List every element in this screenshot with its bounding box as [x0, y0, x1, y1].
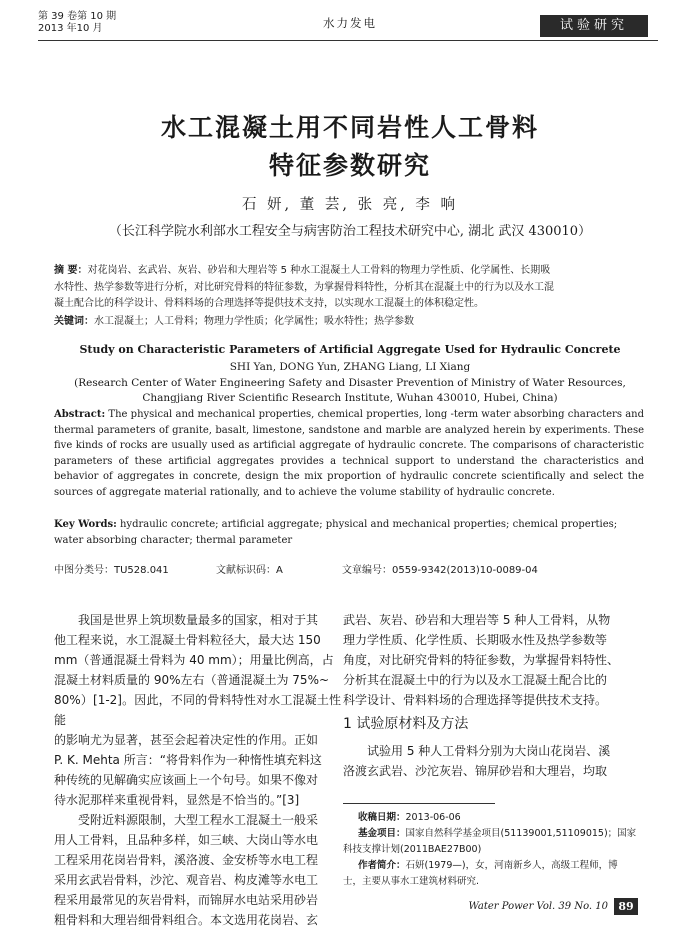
- english-keywords-text: hydraulic concrete; artificial aggregate; physical and mechanical properties; chemical properties; water absorbing character; thermal parameter: [54, 519, 618, 546]
- english-affiliation-1: (Research Center of Water Engineering Safety and Disaster Prevention of Ministry of Water Resources,: [74, 377, 626, 389]
- header-date: 2013 年10 月: [38, 23, 103, 34]
- section-1-text: [343, 741, 649, 781]
- footnote-received: [358, 810, 658, 826]
- english-abstract-label: Abstract:: [54, 409, 106, 420]
- header-issue-info: [38, 11, 116, 35]
- body-line: 用人工骨料，且品种多样，如三峡、大岗山等水电: [54, 833, 319, 847]
- footnote-fund-2: 科技支撑计划(2011BAE27B00): [343, 844, 482, 855]
- clc-number: 中图分类号：TU528.041: [54, 565, 169, 576]
- body-line: 程采用最常见的灰岩骨料，而锦屏水电站采用砂岩: [54, 893, 319, 907]
- body-line: 采用玄武岩骨料，沙沱、观音岩、构皮滩等水电工: [54, 873, 319, 887]
- body-line: 武岩、灰岩、砂岩和大理岩等 5 种人工骨料，从物: [343, 613, 611, 627]
- footnote-received-label: 收稿日期：: [358, 812, 406, 823]
- section-badge: 试验研究: [540, 15, 648, 37]
- footnote-author-label: 作者简介：: [358, 860, 406, 871]
- abstract-zh-text-1: 对花岗岩、玄武岩、灰岩、砂岩和大理岩等 5 种水工混凝土人工骨料的物理力学性质、化学属性、长期吸: [87, 265, 551, 276]
- header-volume-issue: 第 39 卷第 10 期: [38, 11, 117, 22]
- keywords-zh-text: 水工混凝土；人工骨料；物理力学性质；化学属性；吸水特性；热学参数: [94, 316, 414, 327]
- body-line: 洛渡玄武岩、沙沱灰岩、锦屏砂岩和大理岩，均取: [343, 764, 608, 778]
- body-line: 科学设计、骨料料场的合理选择等提供技术支持。: [343, 693, 608, 707]
- body-line: 混凝土材料质量的 90%左右（普通混凝土为 75%~: [54, 673, 330, 687]
- english-abstract-text: The physical and mechanical properties, chemical properties, long -term water absorbing characters and thermal parameters of granite, basalt, limestone, sandstone and marble are analyzed herein by experiments. These five kinds of rocks are usually used as artificial aggregate of hydraulic concrete. The comparisons of characteristic parameters of these artificial aggregates provides a technical support to understand the characteristics and behavior of aggregates in concrete, design the mix proportion of hydraulic concrete scientifically and select the sources of aggregate material rationally, and to achieve the volume stability of hydraulic concrete.: [54, 409, 644, 498]
- title-line-2: 特征参数研究: [268, 151, 431, 180]
- english-keywords: [54, 517, 644, 548]
- body-line: 受附近料源限制，大型工程水工混凝土一般采: [78, 813, 319, 827]
- title-line-1: 水工混凝土用不同岩性人工骨料: [160, 113, 539, 142]
- footnote-fund-label: 基金项目：: [358, 828, 406, 839]
- body-line: 试验用 5 种人工骨料分别为大岗山花岗岩、溪: [367, 744, 611, 758]
- body-line: 种传统的见解确实应该画上一个句号。如果不像对: [54, 773, 319, 787]
- authors-zh: 石 妍, 董 芸, 张 亮, 李 响: [241, 197, 459, 213]
- footnote-author-text-1: 石妍(1979—)，女，河南新乡人，高级工程师，博: [405, 860, 618, 871]
- footnote-received-date: 2013-06-06: [405, 812, 461, 823]
- header-journal-name: 水力发电: [323, 16, 377, 30]
- abstract-zh-line-2: 水特性、热学参数等进行分析，对比研究骨料的特征参数，为掌握骨料特性，分析其在混凝土中的行为以及水工混: [54, 281, 554, 293]
- body-line: 工程采用花岗岩骨料，溪洛渡、金安桥等水电工程: [54, 853, 319, 867]
- body-line: 他工程来说，水工混凝土骨料粒径大，最大达 150: [54, 633, 321, 647]
- english-abstract: [54, 407, 644, 500]
- footnote-fund-1: [358, 826, 658, 842]
- body-line: 理力学性质、化学性质、长期吸水性及热学参数等: [343, 633, 608, 647]
- keywords-zh-label: 关键词：: [54, 316, 94, 327]
- footnote-rule: [343, 803, 495, 804]
- document-code: 文献标识码：A: [216, 565, 283, 576]
- footnote-fund-text-1: 国家自然科学基金项目(51139001,51109015)；国家: [405, 828, 637, 839]
- english-authors: SHI Yan, DONG Yun, ZHANG Liang, LI Xiang: [229, 361, 471, 373]
- body-line: 分析其在混凝土中的行为以及水工混凝土配合比的: [343, 673, 608, 687]
- abstract-zh-line-1: [54, 263, 644, 280]
- body-line: 80%）[1-2]。因此，不同的骨料特性对水工混凝土性能: [54, 693, 341, 727]
- body-line: 待水泥那样来重视骨料，显然是不恰当的。”[3]: [54, 793, 300, 807]
- english-keywords-label: Key Words:: [54, 519, 117, 530]
- keywords-zh: [54, 314, 644, 331]
- abstract-zh-line-3: 凝土配合比的科学设计、骨料料场的合理选择等提供技术支持，以实现水工混凝土的体积稳定性。: [54, 298, 484, 309]
- body-line: 我国是世界上筑坝数量最多的国家，相对于其: [78, 613, 319, 627]
- footnote-author-2: 士，主要从事水工建筑材料研究.: [343, 876, 480, 887]
- affiliation-zh: （长江科学院水利部水工程安全与病害防治工程技术研究中心, 湖北 武汉 430010）: [108, 224, 592, 239]
- footnote-author-1: [358, 858, 658, 874]
- body-right-column: [343, 610, 649, 710]
- body-line: 角度，对比研究骨料的特征参数，为掌握骨料特性、: [343, 653, 620, 667]
- english-title: Study on Characteristic Parameters of Artificial Aggregate Used for Hydraulic Concrete: [79, 343, 621, 356]
- article-number: 文章编号：0559-9342(2013)10-0089-04: [342, 565, 538, 576]
- abstract-zh-label: 摘 要：: [54, 265, 88, 276]
- footer-journal-info: Water Power Vol. 39 No. 10: [468, 901, 608, 912]
- english-affiliation-2: Changjiang River Scientific Research Institute, Wuhan 430010, Hubei, China): [142, 392, 558, 404]
- page-number: 89: [614, 898, 638, 915]
- header-rule: [38, 40, 658, 41]
- body-line: P. K. Mehta 所言：“将骨料作为一种惰性填充料这: [54, 753, 322, 767]
- body-left-column: [54, 610, 341, 930]
- body-line: 的影响尤为显著，甚至会起着决定性的作用。正如: [54, 733, 319, 747]
- body-line: mm（普通混凝土骨料为 40 mm）；用量比例高，占: [54, 653, 334, 667]
- body-line: 粗骨料和大理岩细骨料组合。本文选用花岗岩、玄: [54, 913, 319, 927]
- section-heading-1: 1 试验原材料及方法: [343, 716, 469, 732]
